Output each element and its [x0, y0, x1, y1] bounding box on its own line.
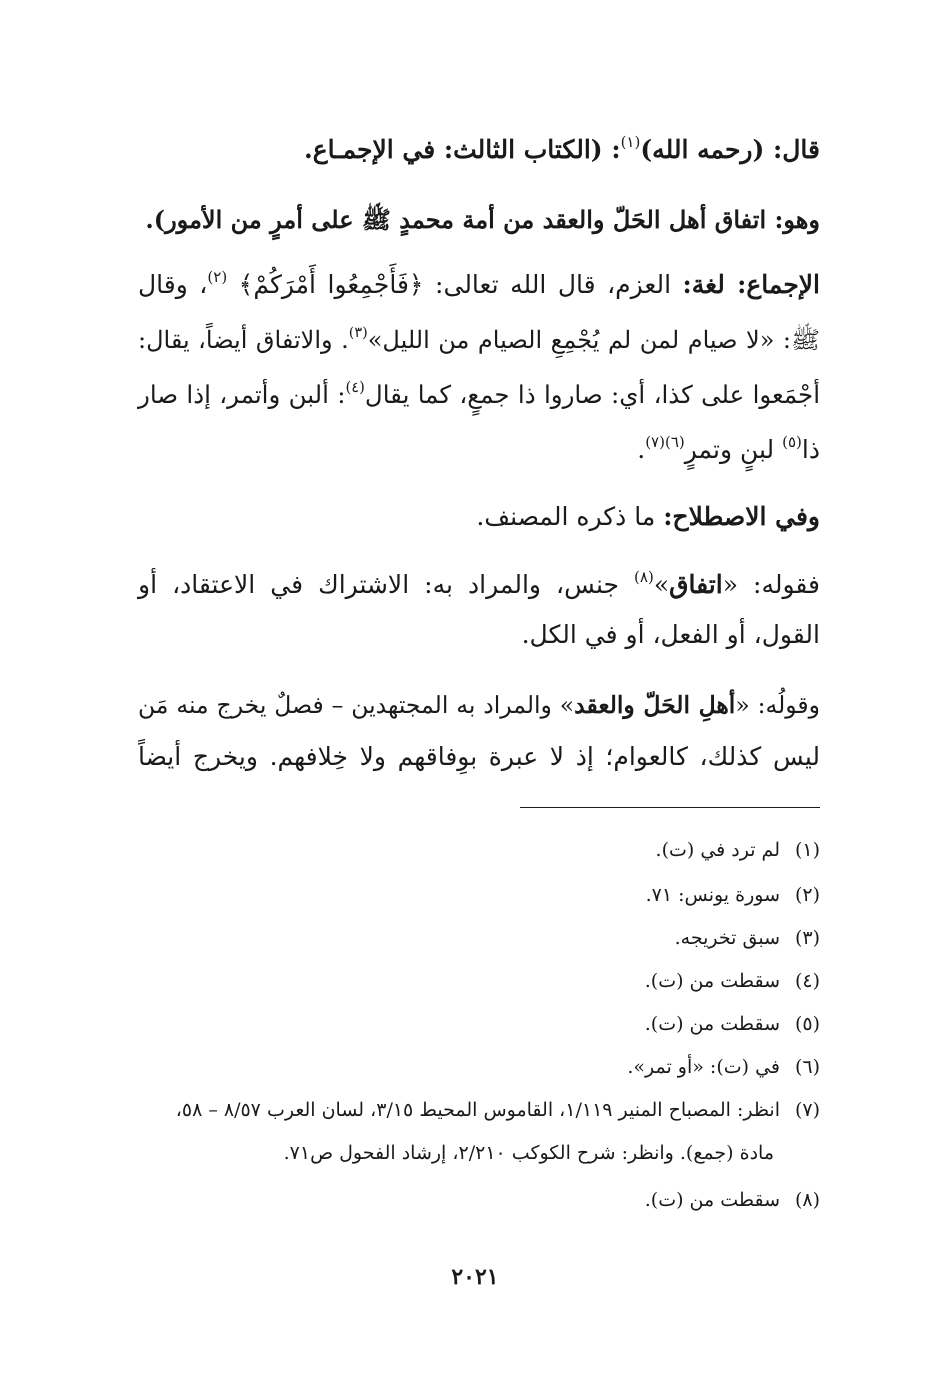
term-ijma-lugha: الإجماع: لغة:: [682, 270, 820, 299]
definition-text: وهو: اتفاق أهل الحَلّ والعقد من أمة محمدٍ ﷺ على أمرٍ من الأمور).: [145, 205, 820, 234]
footnote-8: [138, 1180, 820, 1220]
term-istilah: وفي الاصطلاح:: [663, 502, 820, 531]
footnote-ref-2[interactable]: (٢): [207, 268, 228, 286]
body-line-5: [138, 370, 820, 420]
body-text: ما ذكره المصنف.: [476, 502, 664, 531]
body-line-8: [138, 560, 820, 610]
footnote-text: في (ت): «أو تمر».: [627, 1056, 780, 1078]
footnote-3: [138, 918, 820, 958]
footnote-number: (٨): [794, 1189, 820, 1211]
footnote-text: انظر: المصباح المنير ١/١١٩، القاموس المحيط ٣/١٥، لسان العرب ٨/٥٧ – ٥٨،: [175, 1099, 780, 1121]
page-number: ٢٠٢١: [451, 1264, 499, 1290]
footnote-2: [138, 875, 820, 915]
body-text: . والاتفاق أيضاً، يقال:: [138, 326, 349, 354]
footnote-text: سبق تخريجه.: [674, 927, 780, 949]
footnote-text: لم ترد في (ت).: [655, 839, 780, 861]
body-line-7: [138, 492, 820, 542]
footnote-text: سقطت من (ت).: [644, 1189, 780, 1211]
footnote-divider: [520, 807, 820, 808]
footnote-ref-8[interactable]: (٨): [634, 568, 654, 586]
body-text: ليس كذلك، كالعوام؛ إذ لا عبرة بوِفاقهم ولا خِلافهم. ويخرج أيضاً: [138, 742, 820, 771]
body-text: »: [653, 570, 670, 599]
body-line-3: [138, 260, 820, 310]
footnote-7-continued: [138, 1133, 820, 1173]
footnote-ref-1[interactable]: (١): [620, 133, 641, 151]
body-text: أجْمَعوا على كذا، أي: صاروا ذا جمعٍ، كما يقال: [364, 380, 820, 409]
body-line-4: [138, 315, 820, 365]
author-says: قال: (رحمه الله): [640, 135, 820, 164]
hadith-quote: ﷺ: «لا صيام لمن لم يُجْمِعِ الصيام من الليل»: [367, 326, 820, 354]
footnote-text: سقطت من (ت).: [644, 1013, 780, 1035]
body-text: : ألبن وأتمر، إذا صار: [138, 380, 346, 409]
body-text: جنس، والمراد به: الاشتراك في الاعتقاد، أو: [138, 570, 635, 599]
term-ahl-al-hall: أهلِ الحَلّ والعقد: [574, 691, 736, 719]
footnote-text: مادة (جمع). وانظر: شرح الكوكب ٢/٢١٠، إرشاد الفحول ص٧١.: [283, 1142, 774, 1164]
footnote-ref-5[interactable]: (٥): [782, 433, 802, 451]
quran-quote: العزم، قال الله تعالى: ﴿فَأَجْمِعُوا أَمْرَكُمْ﴾: [227, 270, 683, 299]
footnote-text: سقطت من (ت).: [644, 970, 780, 992]
footnote-number: (٧): [794, 1099, 820, 1121]
footnote-ref-4[interactable]: (٤): [345, 379, 365, 396]
footnote-number: (٤): [794, 970, 820, 992]
body-text: » والمراد به المجتهدين – فصلٌ يخرج منه مَن: [138, 691, 575, 719]
footnote-ref-3[interactable]: (٣): [348, 325, 368, 341]
footnote-1: [138, 830, 820, 870]
body-line-2: [138, 195, 820, 245]
body-text: فقوله: «: [722, 570, 820, 599]
body-text: القول، أو الفعل، أو في الكل.: [521, 620, 820, 649]
footnote-ref-6-7[interactable]: (٦)(٧): [645, 433, 685, 451]
footnote-number: (٦): [794, 1056, 820, 1078]
body-text: وقولُه: «: [735, 691, 820, 719]
footnote-number: (٥): [794, 1013, 820, 1035]
book-title: : (الكتاب الثالث: في الإجمـاع.: [304, 135, 621, 164]
body-text: ذا: [801, 435, 820, 464]
body-text: ، وقال: [138, 270, 208, 299]
footnote-number: (١): [794, 839, 820, 861]
page-body: [138, 0, 820, 1373]
footnote-4: [138, 961, 820, 1001]
body-line-11: [138, 732, 820, 782]
footnote-6: [138, 1047, 820, 1087]
footnote-5: [138, 1004, 820, 1044]
body-line-6: [138, 425, 820, 475]
footnote-text: سورة يونس: ٧١.: [645, 884, 780, 906]
body-line-9: [138, 610, 820, 660]
footnote-7: [138, 1090, 820, 1130]
body-text: .: [637, 435, 646, 464]
body-text: لبنٍ وتمرٍ: [684, 435, 783, 464]
term-ittifaq: اتفاق: [669, 570, 723, 599]
footnote-number: (٣): [794, 927, 820, 949]
body-line-1: [138, 125, 820, 175]
body-line-10: [138, 680, 820, 730]
footnote-number: (٢): [794, 884, 820, 906]
